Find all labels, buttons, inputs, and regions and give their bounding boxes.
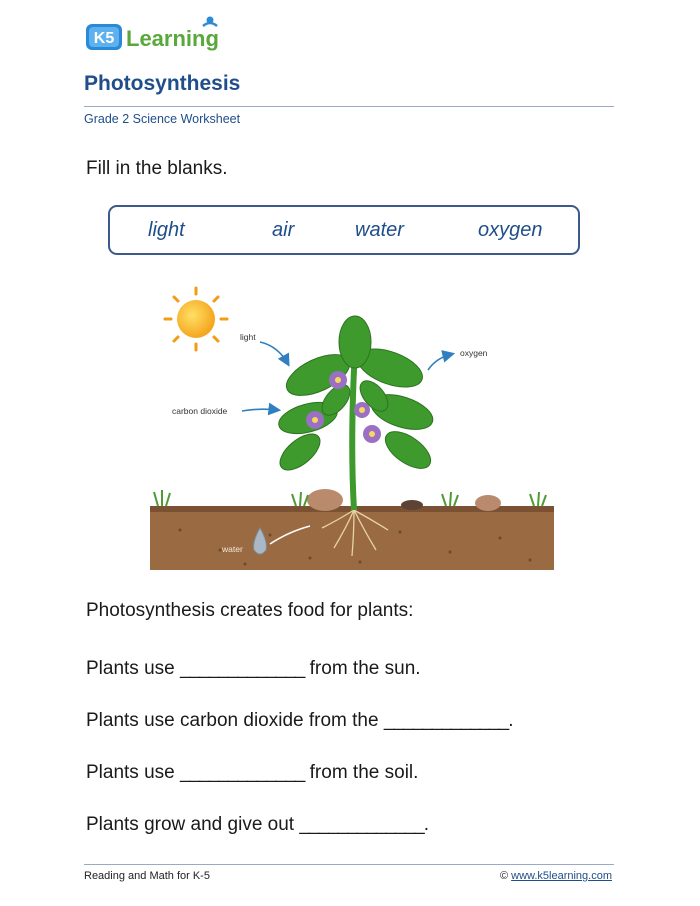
flower-icon (306, 411, 324, 429)
diagram-label-water: water (222, 544, 243, 554)
answer-blank[interactable]: _____________ (180, 658, 305, 679)
header-divider (84, 106, 614, 107)
word-bank-item: light (148, 219, 185, 241)
logo-brand-text: Learning (126, 26, 219, 51)
flower-icon (354, 402, 370, 418)
sentence-text: Plants use (86, 658, 180, 679)
sentence-text: from the soil. (304, 762, 419, 783)
instruction-text: Fill in the blanks. (86, 158, 228, 179)
word-bank-item: air (272, 219, 295, 241)
sentence-text: Plants use (86, 762, 180, 783)
flower-icon (363, 425, 381, 443)
word-bank-item: oxygen (478, 219, 543, 241)
diagram-label-oxygen: oxygen (460, 348, 488, 358)
footer-tagline: Reading and Math for K-5 (84, 870, 210, 882)
sun-icon (165, 288, 227, 350)
footer-link[interactable]: www.k5learning.com (511, 870, 612, 882)
diagram-label-light: light (240, 332, 256, 342)
light-arrow (260, 342, 288, 364)
fill-sentence (86, 710, 514, 732)
sentence-text: . (423, 814, 430, 835)
lead-sentence: Photosynthesis creates food for plants: (86, 600, 414, 621)
k5-learning-logo (84, 14, 234, 54)
flower-icon (329, 371, 347, 389)
rock-icon (307, 489, 343, 511)
sentence-text: Plants use carbon dioxide from the (86, 710, 384, 731)
plant-stem (352, 350, 355, 510)
answer-blank[interactable]: _____________ (383, 710, 509, 731)
fill-sentence (86, 762, 418, 784)
page-title: Photosynthesis (84, 72, 241, 95)
sentence-text: Plants grow and give out (86, 814, 300, 835)
answer-blank[interactable]: _____________ (299, 814, 424, 835)
footer-divider (84, 864, 614, 865)
fill-sentence (86, 814, 429, 836)
rock-icon (475, 495, 501, 511)
answer-blank[interactable]: _____________ (180, 762, 305, 783)
word-bank (108, 205, 580, 255)
copyright-symbol: © (499, 870, 509, 882)
sentence-text: from the sun. (304, 658, 421, 679)
sentence-text: . (508, 710, 514, 731)
fill-sentence (86, 658, 421, 680)
oxygen-arrow (428, 354, 452, 370)
footer-copyright (500, 870, 612, 882)
word-bank-item: water (355, 219, 404, 241)
diagram-label-carbon-dioxide: carbon dioxide (172, 406, 228, 416)
photosynthesis-diagram (150, 280, 554, 570)
carbon-dioxide-arrow (242, 409, 278, 411)
rock-icon (401, 500, 423, 510)
logo-k5-text: K5 (93, 30, 115, 47)
page-subtitle: Grade 2 Science Worksheet (84, 112, 241, 126)
